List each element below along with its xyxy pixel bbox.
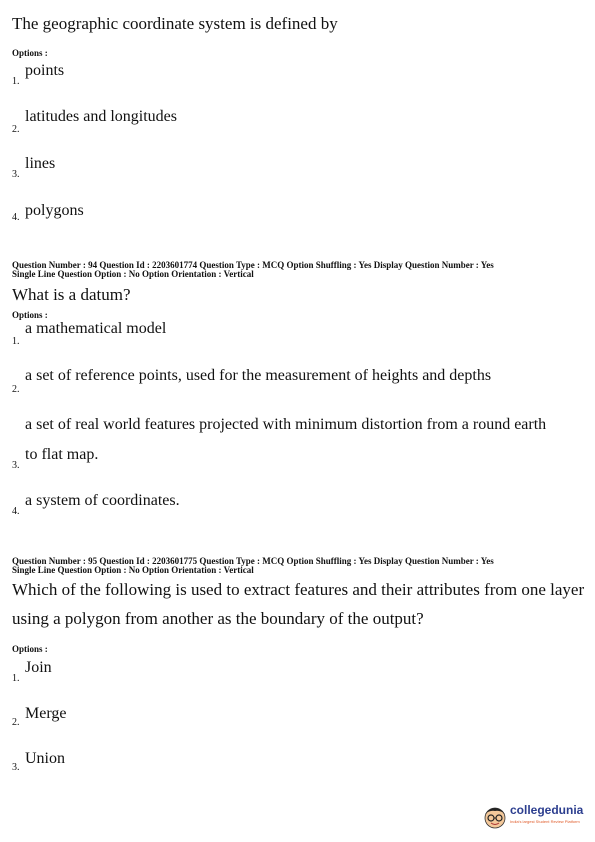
logo-tagline: India's largest Student Review Platform bbox=[510, 819, 580, 824]
question-text: Which of the following is used to extract features and their attributes from one layer bbox=[12, 580, 585, 599]
option-text: to flat map. bbox=[25, 446, 99, 463]
option-text: Join bbox=[25, 659, 52, 676]
options-label: Options : bbox=[12, 310, 48, 320]
option-number: 2. bbox=[12, 717, 20, 728]
option-text: a system of coordinates. bbox=[25, 492, 180, 509]
option-number: 3. bbox=[12, 460, 20, 471]
option-number: 1. bbox=[12, 76, 20, 87]
option-number: 4. bbox=[12, 212, 20, 223]
question-text: using a polygon from another as the boundary of the output? bbox=[12, 609, 424, 628]
question-meta: Single Line Question Option : No Option Orientation : Vertical bbox=[12, 565, 254, 575]
option-text: a mathematical model bbox=[25, 320, 167, 337]
option-number: 1. bbox=[12, 673, 20, 684]
option-number: 2. bbox=[12, 384, 20, 395]
question-text: What is a datum? bbox=[12, 285, 131, 304]
option-number: 4. bbox=[12, 506, 20, 517]
question-meta: Question Number : 95 Question Id : 2203601775 Question Type : MCQ Option Shuffling : Yes Display Question Number : Yes bbox=[12, 556, 494, 566]
options-label: Options : bbox=[12, 644, 48, 654]
option-number: 2. bbox=[12, 124, 20, 135]
collegedunia-logo bbox=[482, 800, 592, 834]
option-text: points bbox=[25, 62, 65, 79]
option-number: 3. bbox=[12, 169, 20, 180]
mascot-icon bbox=[482, 802, 508, 832]
logo-wordmark: collegedunia bbox=[510, 803, 584, 817]
option-number: 3. bbox=[12, 762, 20, 773]
options-label: Options : bbox=[12, 48, 48, 58]
question-text: The geographic coordinate system is defined by bbox=[12, 14, 338, 33]
option-text: lines bbox=[25, 155, 56, 172]
option-text: polygons bbox=[25, 202, 84, 219]
option-text: Merge bbox=[25, 705, 67, 722]
option-text: a set of reference points, used for the measurement of heights and depths bbox=[25, 367, 492, 384]
option-text: latitudes and longitudes bbox=[25, 108, 177, 125]
option-number: 1. bbox=[12, 336, 20, 347]
question-meta: Single Line Question Option : No Option Orientation : Vertical bbox=[12, 269, 254, 279]
option-text: Union bbox=[25, 750, 65, 767]
question-meta: Question Number : 94 Question Id : 2203601774 Question Type : MCQ Option Shuffling : Yes Display Question Number : Yes bbox=[12, 260, 494, 270]
option-text: a set of real world features projected with minimum distortion from a round earth bbox=[25, 416, 547, 433]
